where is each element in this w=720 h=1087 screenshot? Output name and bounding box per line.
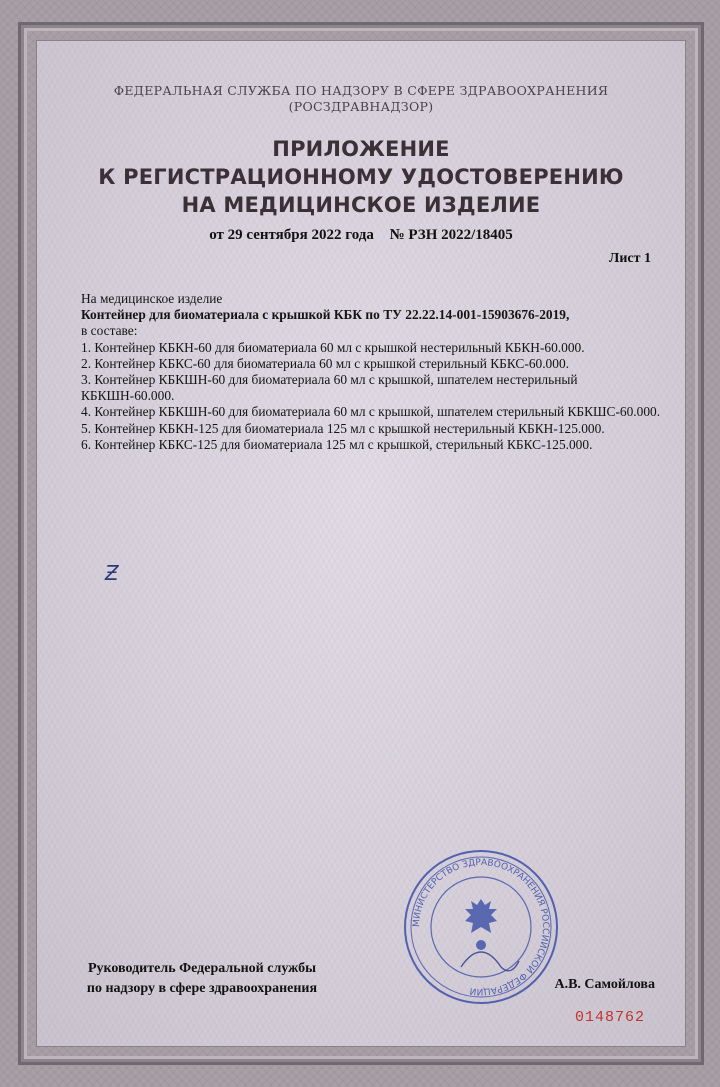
agency-name: ФЕДЕРАЛЬНАЯ СЛУЖБА ПО НАДЗОРУ В СФЕРЕ ЗДРАВООХРАНЕНИЯ [113, 83, 609, 98]
list-item: 6. Контейнер КБКС-125 для биоматериала 125 мл с крышкой, стерильный КБКС-125.000. [81, 436, 593, 452]
list-item: 1. Контейнер КБКН-60 для биоматериала 60 мл с крышкой нестерильный КБКН-60.000. [81, 339, 585, 355]
date-and-number [37, 227, 685, 244]
document-title-line3: НА МЕДИЦИНСКОЕ ИЗДЕЛИЕ [181, 193, 541, 217]
intro-text: На медицинское изделие [81, 291, 223, 306]
serial-number: 0148762 [574, 1009, 645, 1026]
list-item: 3. Контейнер КБКШН-60 для биоматериала 60 мл с крышкой, шпателем нестерильный КБКШН-60.000. [81, 372, 578, 404]
official-seal-stamp [401, 847, 561, 1007]
signer-name: А.В. Самойлова [554, 977, 655, 992]
sheet-number: Лист 1 [608, 251, 651, 266]
document-body [81, 291, 671, 453]
eagle-emblem-icon [465, 899, 497, 950]
seal-ring-text: МИНИСТЕРСТВО ЗДРАВООХРАНЕНИЯ РОССИЙСКОЙ ФЕДЕРАЦИИ [411, 857, 551, 997]
document-title-line2: К РЕГИСТРАЦИОННОМУ УДОСТОВЕРЕНИЮ [98, 165, 624, 189]
document-sheet [36, 40, 686, 1047]
document-title-line1: ПРИЛОЖЕНИЕ [272, 137, 450, 161]
signer-title-line2: по надзору в сфере здравоохранения [86, 981, 318, 996]
list-item: 2. Контейнер КБКС-60 для биоматериала 60 мл с крышкой стерильный КБКС-60.000. [81, 355, 569, 371]
agency-abbreviation: (РОСЗДРАВНАДЗОР) [288, 99, 434, 114]
product-name: Контейнер для биоматериала с крышкой КБК по ТУ 22.22.14-001-15903676-2019, [81, 307, 570, 323]
composition-label: в составе: [81, 323, 138, 339]
issue-date: от 29 сентября 2022 года [209, 227, 374, 243]
list-item: 5. Контейнер КБКН-125 для биоматериала 125 мл с крышкой нестерильный КБКН-125.000. [81, 420, 605, 436]
list-item: 4. Контейнер КБКШН-60 для биоматериала 60 мл с крышкой, шпателем стерильный КБКШС-60.000. [81, 404, 661, 420]
registration-number: № РЗН 2022/18405 [389, 227, 513, 243]
signer-title-line1: Руководитель Федеральной службы [87, 961, 317, 976]
handwritten-mark: Ƶ [105, 561, 119, 585]
signer-title [61, 959, 343, 999]
